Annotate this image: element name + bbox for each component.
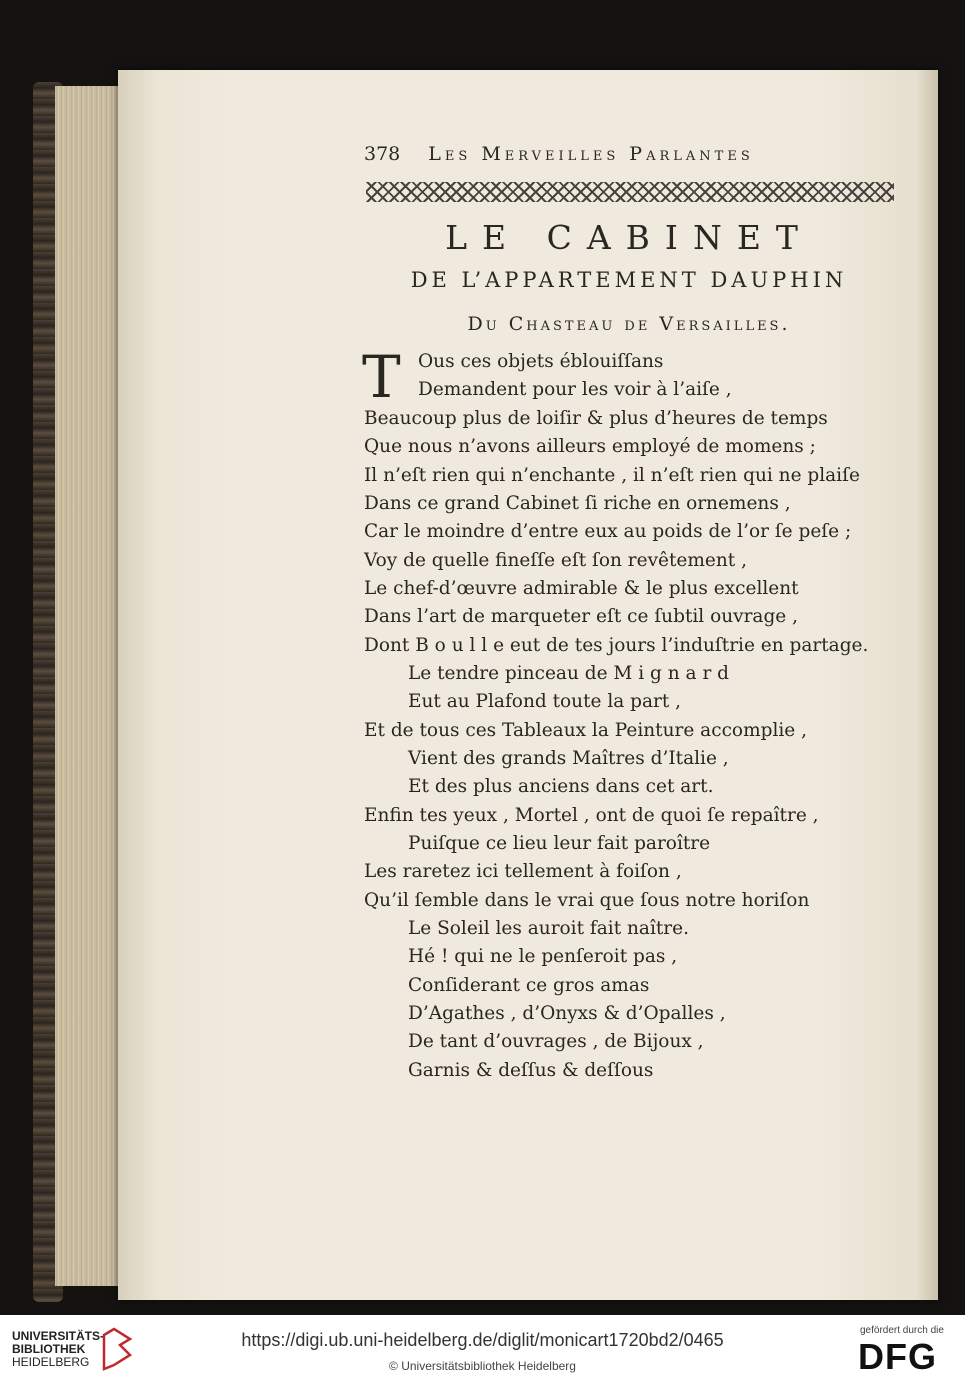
verse-line: Ous ces objets éblouiſſans <box>418 351 664 372</box>
facing-page-edge <box>918 70 938 1300</box>
verse-line: Et des plus anciens dans cet art. <box>408 776 714 797</box>
funded-by-label: gefördert durch die <box>860 1325 944 1336</box>
library-name-line-3: HEIDELBERG <box>12 1355 90 1369</box>
verse-line: Vient des grands Maîtres d’Italie , <box>408 748 729 769</box>
dfg-logo[interactable]: DFG <box>858 1336 937 1377</box>
chapter-title: LE CABINET <box>445 218 813 257</box>
verse-line: Voy de quelle fineſſe eſt ſon revêtement , <box>364 550 747 571</box>
library-name-line-2: BIBLIOTHEK <box>12 1342 86 1356</box>
verse-line: Que nous n’avons ailleurs employé de momens ; <box>364 436 816 457</box>
verse-line: Demandent pour les voir à l’aiſe , <box>418 379 732 400</box>
verse-line: Le chef-d’œuvre admirable & le plus excellent <box>364 578 799 599</box>
verse-line: Qu’il ſemble dans le vrai que ſous notre horiſon <box>364 890 810 911</box>
verse-line: Il n’eſt rien qui n’enchante , il n’eſt rien qui ne plaiſe <box>364 465 860 486</box>
verse-line: Beaucoup plus de loiſir & plus d’heures de temps <box>364 408 828 429</box>
verse-line: De tant d’ouvrages , de Bijoux , <box>408 1031 704 1052</box>
chapter-subtitle: DE L’APPARTEMENT DAUPHIN <box>410 268 848 292</box>
verse-line: Hé ! qui ne le penſeroit pas , <box>408 946 678 967</box>
running-head-text: Les Merveilles Parlantes <box>428 143 754 165</box>
verse-line: Enfin tes yeux , Mortel , ont de quoi ſe repaître , <box>364 805 819 826</box>
verse-line: Dans ce grand Cabinet ſi riche en ornemens , <box>364 493 791 514</box>
verse-line: Dont B o u l l e eut de tes jours l’induſtrie en partage. <box>364 635 869 656</box>
page-edges <box>55 86 127 1286</box>
ornament-band <box>366 182 894 202</box>
verse-line: Garnis & deſſus & deſſous <box>408 1060 654 1081</box>
page-number: 378 <box>364 143 401 165</box>
running-head <box>364 143 754 165</box>
drop-cap: T <box>362 343 401 411</box>
verse-line: Puiſque ce lieu leur fait paroître <box>408 833 711 854</box>
library-name-line-1: UNIVERSITÄTS- <box>12 1329 105 1343</box>
verse-line: Le Soleil les auroit fait naître. <box>408 918 689 939</box>
verse-line: Dans l’art de marqueter eſt ce ſubtil ouvrage , <box>364 606 799 627</box>
permalink-url[interactable]: https://digi.ub.uni-heidelberg.de/diglit/monicart1720bd2/0465 <box>241 1330 724 1350</box>
verse-line: Car le moindre d’entre eux au poids de l’or ſe peſe ; <box>364 521 852 542</box>
verse-line: Les raretez ici tellement à foiſon , <box>364 861 682 882</box>
verse-line: D’Agathes , d’Onyxs & d’Opalles , <box>408 1003 726 1024</box>
chapter-subtitle-2: Du Chasteau de Versailles. <box>467 313 791 335</box>
copyright-notice: © Universitätsbibliothek Heidelberg <box>389 1359 576 1373</box>
verse-line: Eut au Plafond toute la part , <box>408 691 682 712</box>
verse-line: Conſiderant ce gros amas <box>408 975 650 996</box>
verse-line: Le tendre pinceau de M i g n a r d <box>408 663 730 684</box>
verse-line: Et de tous ces Tableaux la Peinture accomplie , <box>364 720 807 741</box>
